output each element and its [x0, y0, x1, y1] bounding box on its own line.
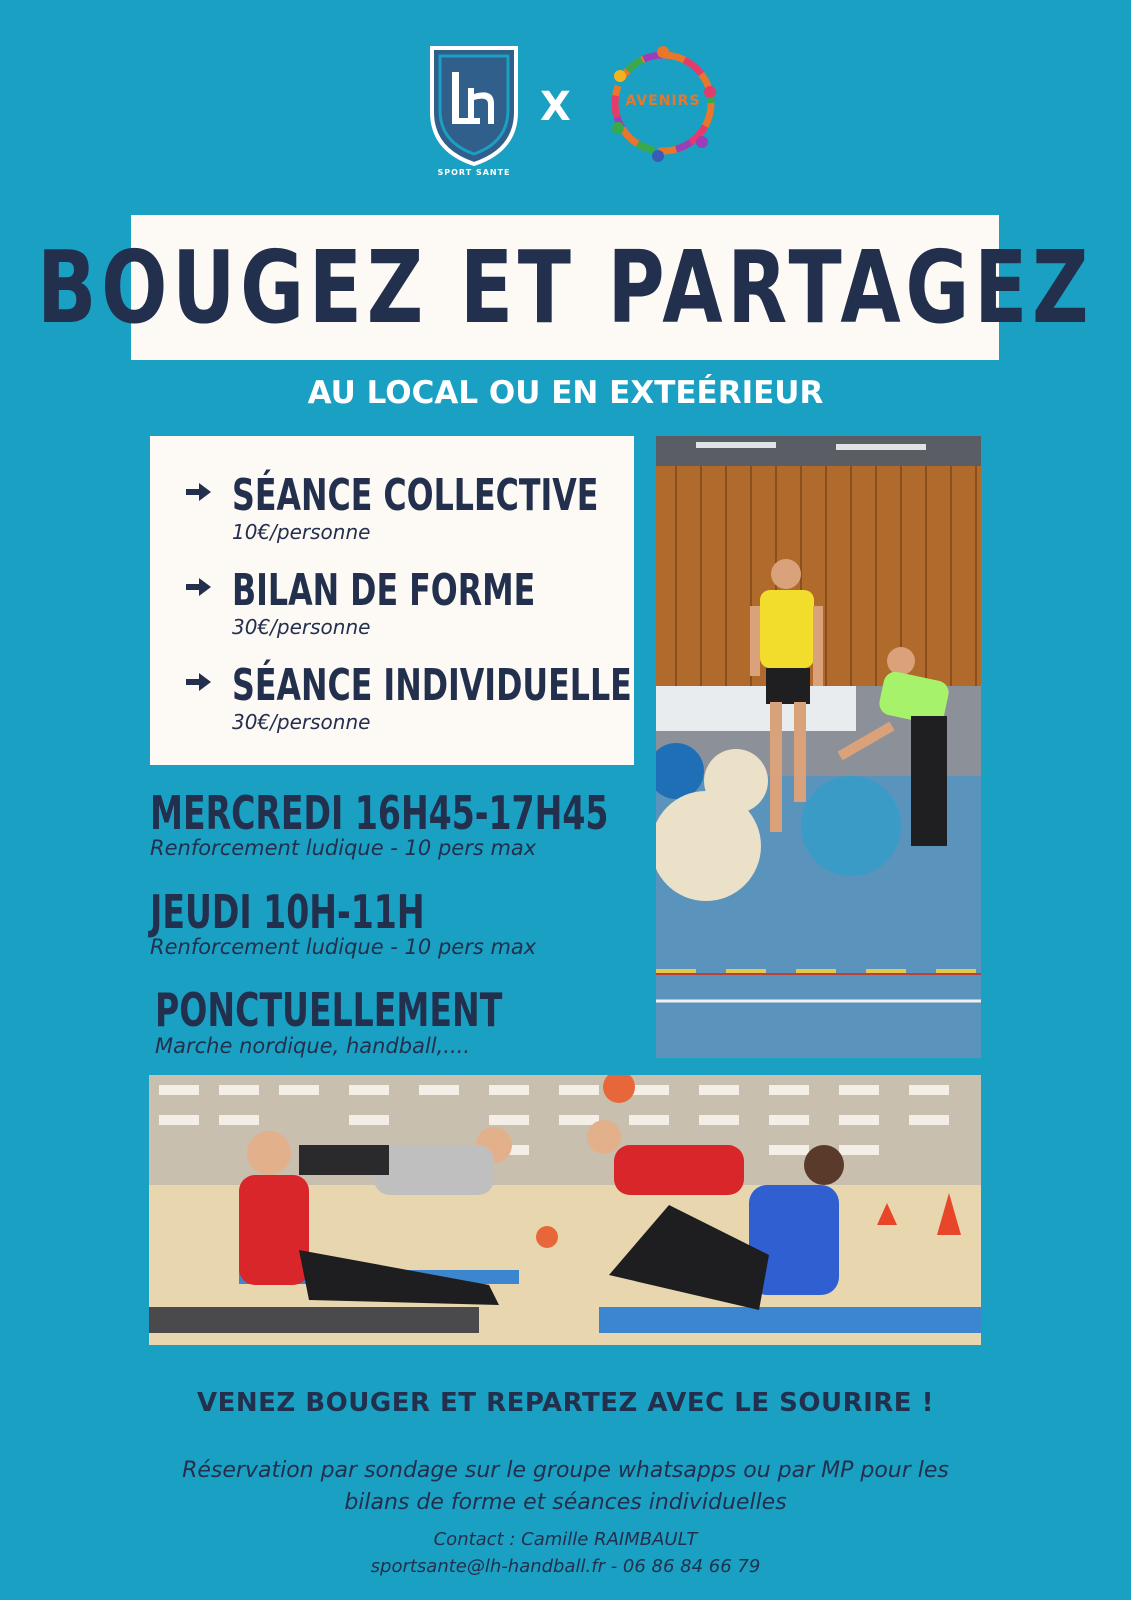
offer-price: 10€/personne — [232, 520, 371, 544]
lh-sport-sante-logo — [424, 42, 524, 182]
offer-name: BILAN DE FORME — [232, 565, 536, 616]
partner-situps-photo — [149, 1075, 981, 1345]
offer-name: SÉANCE COLLECTIVE — [232, 470, 599, 521]
title-banner — [36, 215, 1094, 360]
schedule-detail: Renforcement ludique - 10 pers max — [150, 935, 537, 959]
reservation-line: Réservation par sondage sur le groupe whatsapps ou par MP pour les — [182, 1458, 949, 1483]
contact-info — [0, 1526, 1131, 1580]
call-to-action: VENEZ BOUGER ET REPARTEZ AVEC LE SOURIRE ! — [197, 1388, 934, 1418]
contact-details: sportsante@lh-handball.fr - 06 86 84 66 79 — [370, 1556, 761, 1577]
subtitle: AU LOCAL OU EN EXTEÉRIEUR — [307, 375, 824, 411]
reservation-info — [160, 1455, 971, 1519]
arrow-right-icon — [186, 577, 212, 597]
schedule-title: JEUDI 10H-11H — [150, 885, 425, 939]
page-title: BOUGEZ ET PARTAGEZ — [36, 229, 1094, 346]
offer-price: 30€/personne — [232, 710, 371, 734]
schedule-detail: Renforcement ludique - 10 pers max — [150, 836, 537, 860]
arrow-right-icon — [186, 482, 212, 502]
gym-ball-exercise-photo — [656, 436, 981, 1058]
reservation-line: bilans de forme et séances individuelles — [344, 1490, 787, 1515]
contact-name: Contact : Camille RAIMBAULT — [433, 1529, 698, 1550]
avenirs-logo — [598, 38, 728, 168]
offers-panel — [150, 436, 634, 765]
schedule-detail: Marche nordique, handball,.... — [155, 1034, 470, 1058]
sport-sante-caption: SPORT SANTE — [437, 168, 511, 177]
schedule-title: MERCREDI 16H45-17H45 — [150, 786, 609, 840]
avenirs-logo-text: AVENIRS — [625, 93, 701, 109]
offer-price: 30€/personne — [232, 615, 371, 639]
offer-name: SÉANCE INDIVIDUELLE — [232, 660, 632, 711]
logo-separator: X — [540, 84, 571, 130]
schedule-title: PONCTUELLEMENT — [155, 983, 503, 1037]
arrow-right-icon — [186, 672, 212, 692]
